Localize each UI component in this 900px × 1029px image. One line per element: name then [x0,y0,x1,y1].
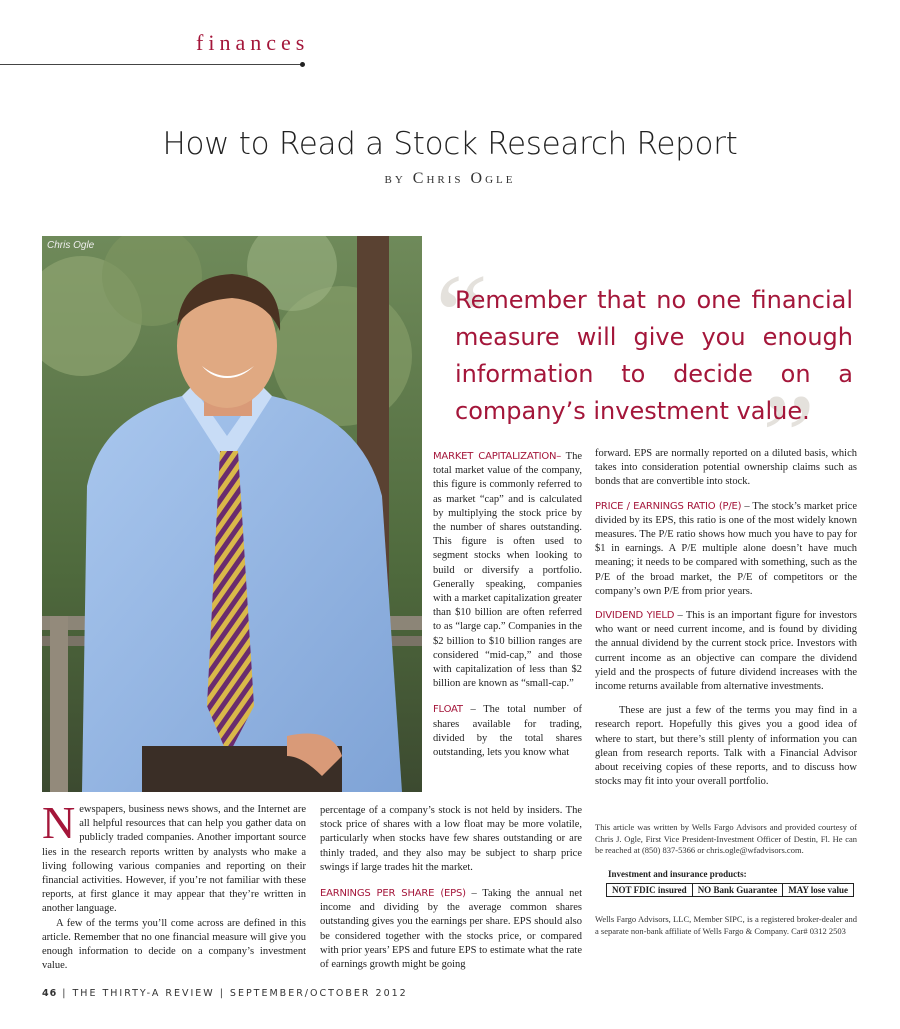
disclaimer: Wells Fargo Advisors, LLC, Member SIPC, is a registered broker-dealer and a separate non-bank affiliate of Wells Fargo & Company. Car# 0312 2503 [595,914,857,936]
page-footer [42,988,408,999]
float-body-continued: percentage of a company’s stock is not held by insiders. The stock price of shares with a low float may be more volatile, particularly when stocks have few shares outstanding or are thinly traded, and they also may be subject to sharp price swings if large trades hit the market. [320,805,582,873]
market-cap-section [433,450,582,760]
issue-date: SEPTEMBER/OCTOBER 2012 [229,988,408,999]
intro-paragraph-1: ewspapers, business news shows, and the Internet are all helpful resources that can help you gather data on publicly traded companies. Another important source lies in the research reports written by analysts who make a living following various companies and reporting on their financial activities. However, if you’re not familiar with these reports, at first glance it may appear that they’re written in another language. [42,804,306,915]
publication-name: THE THIRTY-A REVIEW [72,988,215,999]
pe-heading: PRICE / EARNINGS RATIO (P/E) [595,500,742,512]
dividend-body: – This is an important figure for investors who want or need current income, and is found by dividing the annual dividend by the current stock price. Investors with current income as an objective can compare the dividend yield and the prospects of future dividend increases with the income returns available from alternative investments. [595,610,857,693]
author-photo [42,236,422,792]
eps-body-continued: forward. EPS are normally reported on a diluted basis, which takes into consideration potential ownership claims such as bonds that are convertible into stock. [595,448,857,488]
products-item-fdic: NOT FDIC insured [607,884,693,896]
article-byline: by Chris Ogle [384,170,516,187]
section-label: finances [196,30,310,55]
intro-column [42,797,306,973]
right-column [595,447,857,789]
eps-heading: EARNINGS PER SHARE (EPS) [320,888,466,900]
eps-body: – Taking the annual net income and dividing by the average common shares outstanding gives you the earnings per share. EPS should also be considered together with the stocks price, or compared with prior years’ EPS and future EPS to estimate what the rate of earnings growth might be going [320,888,583,971]
products-disclosure-box [606,883,854,897]
pe-body: – The stock’s market price divided by its EPS, this ratio is one of the most widely known measures. The P/E ratio shows how much you have to pay for $1 in earnings. A P/E multiple alone doesn’t have much meaning; it needs to be compared with something, such as the P/E of the broad market, the P/E of competitors or the company’s own P/E from prior years. [595,500,857,597]
products-item-guarantee: NO Bank Guarantee [693,884,784,896]
author-note: This article was written by Wells Fargo Advisors and provided courtesy of Chris J. Ogle, First Vice President-Investment Officer of Destin, Fl. He can be reached at (850) 837-5366 or chris.ogle@wfadvisors.com. [595,822,857,855]
float-body-start: – The total number of shares available for trading, divided by the total shares outstanding, lets you know what [433,704,582,759]
pull-quote: Remember that no one financial measure will give you enough information to decide on a company’s investment value. [455,286,853,425]
article-title: How to Read a Stock Research Report [162,126,738,162]
dividend-heading: DIVIDEND YIELD [595,610,675,622]
quote-open-icon: “ [435,249,489,382]
section-rule-dot [300,62,305,67]
drop-cap: N [42,797,76,848]
footer-separator-1: | [62,988,68,999]
page-number: 46 [42,988,58,999]
float-heading: FLOAT [433,704,463,716]
section-rule [0,64,304,65]
products-label: Investment and insurance products: [608,869,747,879]
float-eps-section [320,804,582,972]
author-photo-illustration [42,236,422,792]
products-item-value: MAY lose value [788,885,849,895]
photo-credit: Chris Ogle [47,240,95,251]
market-cap-body: The total market value of the company, this figure is commonly referred to as market “cap” and is calculated by multiplying the stock price by the number of shares outstanding. This figure is often used to segment stocks when looking to build or diversify a portfolio. Generally speaking, companies with a market capitalization greater than $10 billion are often referred to as “large cap.” Companies in the $2 billion to $10 billion ranges are considered “mid-cap,” and those with capitalization of less than $2 billion are known as “small-cap.” [433,451,582,690]
closing-paragraph: These are just a few of the terms you may find in a research report. Hopefully this gives you a good idea of where to start, but there’s still plenty of information you can glean from research reports. Talk with a Financial Advisor about receiving copies of these reports, and to discuss how stocks may fit into your overall portfolio. [595,705,857,788]
intro-paragraph-2: A few of the terms you’ll come across are defined in this article. Remember that no one financial measure will give you enough information to decide on a company’s investment value. [42,917,306,972]
market-cap-heading: MARKET CAPITALIZATION– [433,451,562,462]
footer-separator-2: | [219,988,225,999]
quote-close-icon: ” [762,369,816,502]
